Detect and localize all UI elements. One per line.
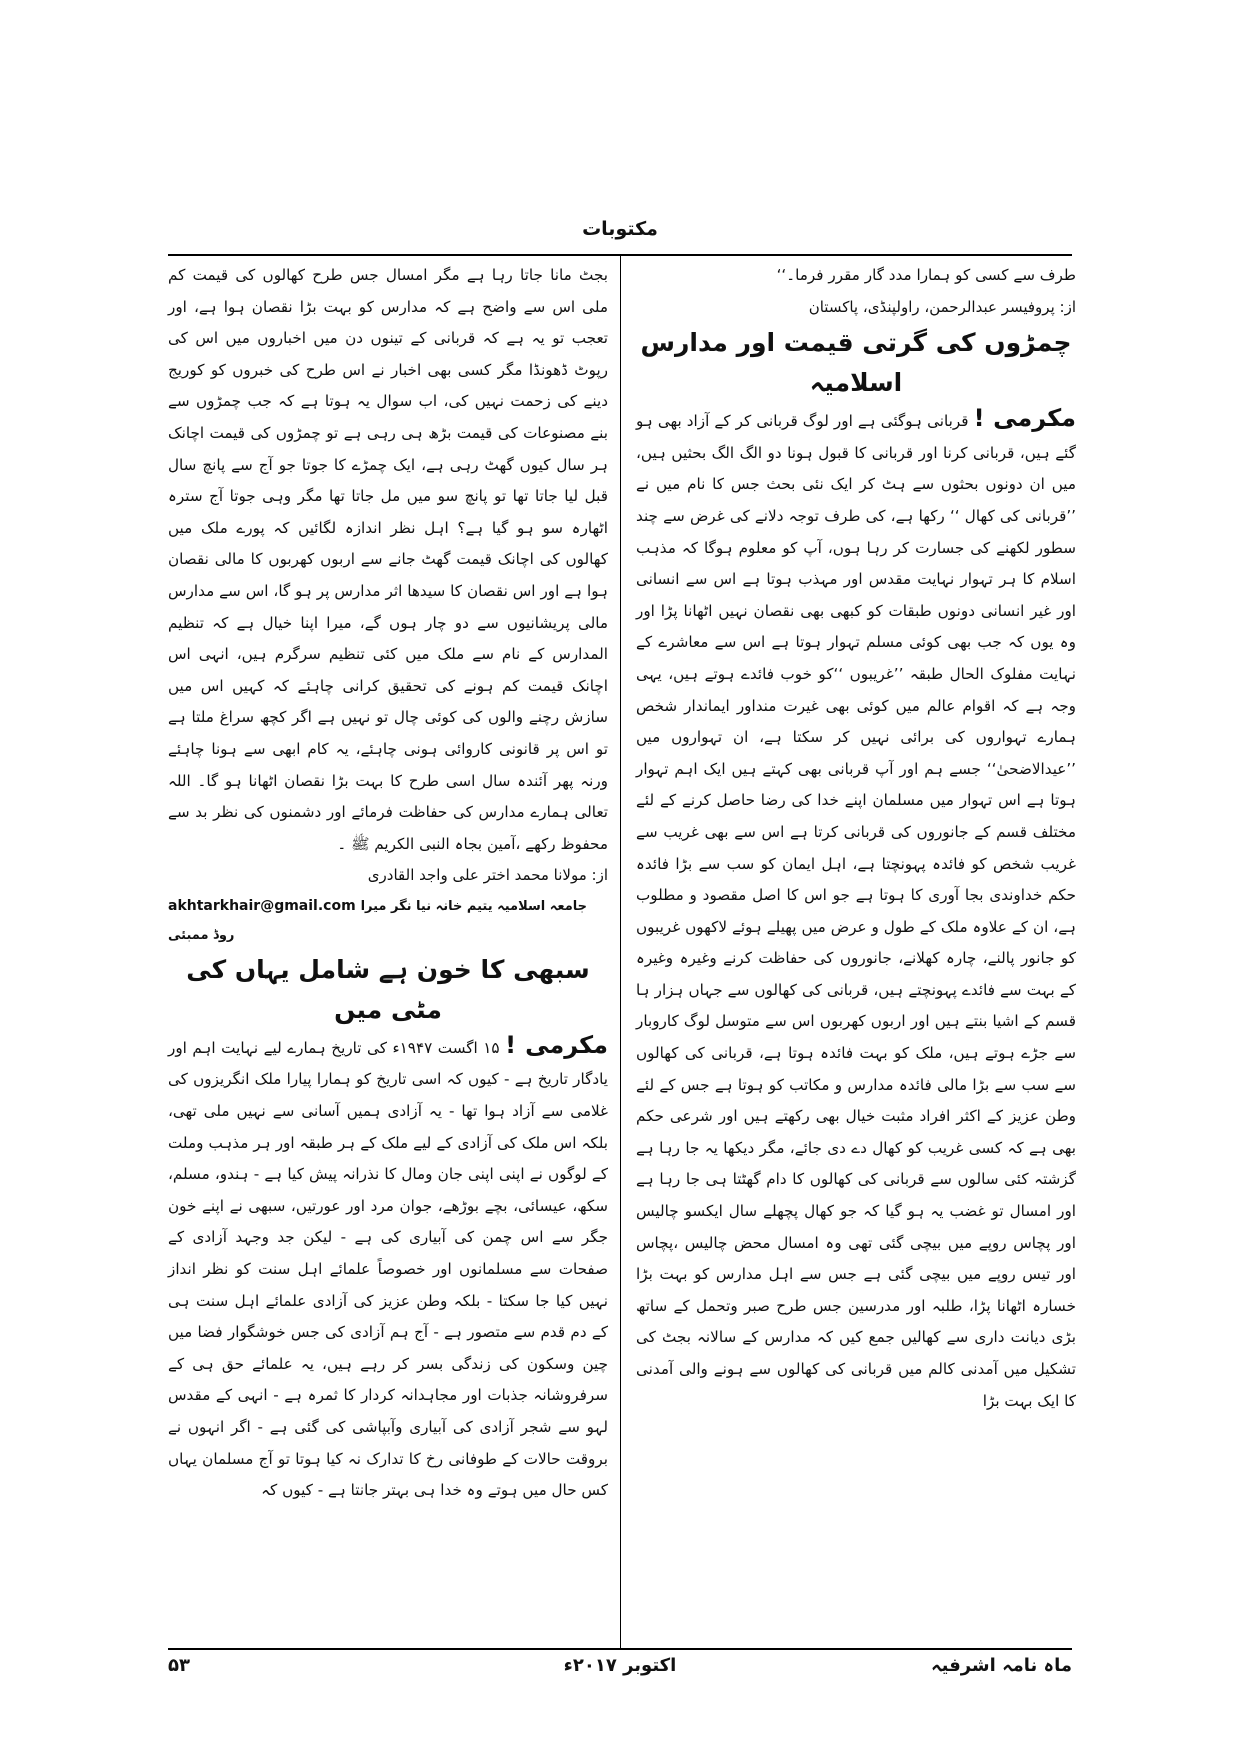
page-footer — [168, 1655, 1072, 1687]
issue-date: اکتوبر ۲۰۱۷ء — [563, 1655, 677, 1676]
byline-abdul-rahman: از: پروفیسر عبدالرحمن، راولپنڈی، پاکستان — [808, 297, 1076, 316]
article-text: ۱۵ اگست ۱۹۴۷ء کی تاریخ ہمارے لیے نہایت اہم اور یادگار تاریخ ہے - کیوں کہ اسی تاریخ کو ہمارا پیارا ملک انگریزوں کی غلامی سے آزاد ہوا تھا - یہ آزادی ہمیں آسانی سے نہیں ملی تھی، بلکہ اس ملک کی آزادی کے لیے ملک کے ہر طبقہ اور ہر مذہب وملت کے لوگوں نے اپنی اپنی جان ومال کا نذرانہ پیش کیا ہے - ہندو، مسلم، سکھ، عیسائی، بچے بوڑھے، جوان مرد اور عورتیں، سبھی نے اپنے خون جگر سے اس چمن کی آبیاری کی ہے - لیکن جد وجہد آزادی کے صفحات سے مسلمانوں اور خصوصاً علمائے اہل سنت کو نظر انداز نہیں کیا جا سکتا - بلکہ وطن عزیز کی آزادی علمائے اہل سنت ہی کے دم قدم سے متصور ہے - آج ہم آزادی کی جس خوشگوار فضا میں چین وسکون کی زندگی بسر کر رہے ہیں، یہ علمائے حق ہی کے سرفروشانہ جذبات اور مجاہدانہ کردار کا ثمرہ ہے - انہی کے مقدس لہو سے شجر آزادی کی آبیاری وآبپاشی کی گئی ہے - اگر انہوں نے بروقت حالات کے طوفانی رخ کا تدارک نہ کیا ہوتا تو آج مسلمان یہاں کس حال میں ہوتے وہ خدا ہی بہتر جانتا ہے - کیوں کہ — [168, 1038, 608, 1500]
article-body-hides — [636, 403, 1076, 1417]
article-body-freedom — [168, 1030, 608, 1507]
author-institution: جامعہ اسلامیہ یتیم خانہ نیا نگر میرا روڈ ممبئی — [168, 898, 587, 943]
letter-intro: طرف سے کسی کو ہمارا مدد گار مقرر فرما۔‘‘ — [776, 266, 1076, 284]
section-title: مکتوبات — [582, 218, 658, 240]
right-column — [636, 260, 1076, 1417]
salutation: مکرمی ! — [505, 1030, 608, 1059]
author-contact — [168, 892, 608, 950]
author-email: akhtarkhair@gmail.com — [168, 897, 356, 914]
page-number: ۵۳ — [168, 1655, 190, 1676]
salutation: مکرمی ! — [973, 404, 1077, 433]
magazine-name: ماہ نامہ اشرفیہ — [931, 1655, 1072, 1676]
article-title-hides: چمڑوں کی گرتی قیمت اور مدارس اسلامیہ — [640, 328, 1072, 398]
footer-rule — [168, 1648, 1072, 1650]
byline-akhtar-ali: از: مولانا محمد اختر علی واجد القادری — [367, 866, 608, 885]
column-divider — [620, 256, 621, 1648]
left-column — [168, 260, 608, 1507]
article-title-freedom: سبھی کا خون ہے شامل یہاں کی مٹی میں — [186, 954, 590, 1024]
article-continuation: بجٹ مانا جاتا رہا ہے مگر امسال جس طرح کھالوں کی قیمت کم ملی اس سے واضح ہے کہ مدارس کو بہت بڑا نقصان ہوا ہے، اور تعجب تو یہ ہے کہ قربانی کے تینوں دن میں اخباروں میں اس کی رپوٹ ڈھونڈا مگر کسی بھی اخبار نے اس طرح کی خبروں کو کوریج دینے کی زحمت نہیں کی، اب سوال یہ ہوتا ہے کہ جب چمڑوں سے بنے مصنوعات کی قیمت بڑھ ہی رہی ہے تو چمڑوں کی قیمت اچانک ہر سال کیوں گھٹ رہی ہے، ایک چمڑے کا جوتا جو آج سے پانچ سال قبل لیا جاتا تھا تو پانچ سو میں مل جاتا تھا مگر وہی جوتا آج سترہ اٹھارہ سو ہو گیا ہے؟ اہل نظر اندازہ لگائیں کہ پورے ملک میں کھالوں کی اچانک قیمت گھٹ جانے سے اربوں کھربوں کا مالی نقصان ہوا ہے اور اس نقصان کا سیدھا اثر مدارس پر ہو گا، اس سے مدارس مالی پریشانیوں سے دو چار ہوں گے، میرا اپنا خیال ہے کہ تنظیم المدارس کے نام سے ملک میں کئی تنظیم سرگرم ہیں، انہی اس اچانک قیمت کم ہونے کی تحقیق کرانی چاہئے کہ کہیں اس میں سازش رچنے والوں کی کوئی چال تو نہیں ہے اگر کچھ سراغ ملتا ہے تو اس پر قانونی کاروائی ہونی چاہئے، یہ کام ابھی سے ہونا چاہئے ورنہ پھر آئندہ سال اسی طرح کا بہت بڑا نقصان اٹھانا ہو گا۔ اللہ تعالی ہمارے مدارس کی حفاظت فرمائے اور دشمنوں کی نظر بد سے محفوظ رکھے ،آمین بجاہ النبی الکریم ﷺ ۔ — [168, 266, 608, 853]
article-text: قربانی ہوگئی ہے اور لوگ قربانی کر کے آزاد بھی ہو گئے ہیں، قربانی کرنا اور قربانی کا قبول ہونا دو الگ الگ بحثیں ہیں، میں ان دونوں بحثوں سے ہٹ کر ایک نئی بحث جس کا نام میں نے ’’قربانی کی کھال ‘‘ رکھا ہے، کی طرف توجہ دلانے کی غرض سے چند سطور لکھنے کی جسارت کر رہا ہوں، آپ کو معلوم ہوگا کہ مذہب اسلام کا ہر تہوار نہایت مقدس اور مہذب ہوتا ہے اس سے انسانی اور غیر انسانی دونوں طبقات کو کبھی بھی نقصان نہیں اٹھانا پڑا اور وہ یوں کہ جب بھی کوئی مسلم تہوار ہوتا ہے اس سے معاشرے کے نہایت مفلوک الحال طبقہ ’’غریبوں ‘‘کو خوب فائدے ہوتے ہیں، یہی وجہ ہے کہ اقوام عالم میں کوئی بھی غیرت منداور ایماندار شخص ہمارے تہواروں کی برائی نہیں کر سکتا ہے، ان تہواروں میں ’’عیدالاضحیٰ‘‘ جسے ہم اور آپ قربانی بھی کہتے ہیں ایک اہم تہوار ہوتا ہے اس تہوار میں مسلمان اپنے خدا کی رضا حاصل کرنے کے لئے مختلف قسم کے جانوروں کی قربانی کرتا ہے اس سے بھی غریب سے غریب شخص کو فائدہ پہونچتا ہے، اہل ایمان کو سب سے بڑا فائدہ حکم خداوندی بجا آوری کا ہوتا ہے جو اس کا اصل مقصود و مطلوب ہے، ان کے علاوہ ملک کے طول و عرض میں پھیلے ہوئے لاکھوں غریبوں کو جانور پالنے، چارہ کھلانے، جانوروں کی حفاظت کرنے وغیرہ وغیرہ کے بہت سے فائدے پہونچتے ہیں، قربانی کی کھالوں سے جہاں ہزار ہا قسم کے اشیا بنتے ہیں اور اربوں کھربوں اس سے متوسل لوگ کاروبار سے جڑے ہوتے ہیں، ملک کو بہت فائدہ ہوتا ہے، قربانی کی کھالوں سے سب سے بڑا مالی فائدہ مدارس و مکاتب کو ہوتا ہے جس کے لئے وطن عزیز کے اکثر افراد مثبت خیال بھی رکھتے ہیں اور شرعی حکم بھی ہے کہ کسی غریب کو کھال دے دی جائے، مگر دیکھا یہ جا رہا ہے گزشتہ کئی سالوں سے قربانی کی کھالوں کا دام گھٹتا ہی جا رہا ہے اور امسال تو غضب یہ ہو گیا کہ جو کھال پچھلے سال ایکسو چالیس اور پچاس روپے میں بیچی گئی تھی وہ امسال محض چالیس ،پچاس اور تیس روپے میں بیچی گئی ہے جس سے اہل مدارس کو بہت بڑا خسارہ اٹھانا پڑا، طلبہ اور مدرسین جس طرح صبر وتحمل کے ساتھ بڑی دیانت داری سے کھالیں جمع کیں کہ مدارس کے سالانہ بجٹ کی تشکیل میں آمدنی کالم میں قربانی کی کھالوں سے ہونے والی آمدنی کا ایک بہت بڑا — [636, 412, 1076, 1410]
